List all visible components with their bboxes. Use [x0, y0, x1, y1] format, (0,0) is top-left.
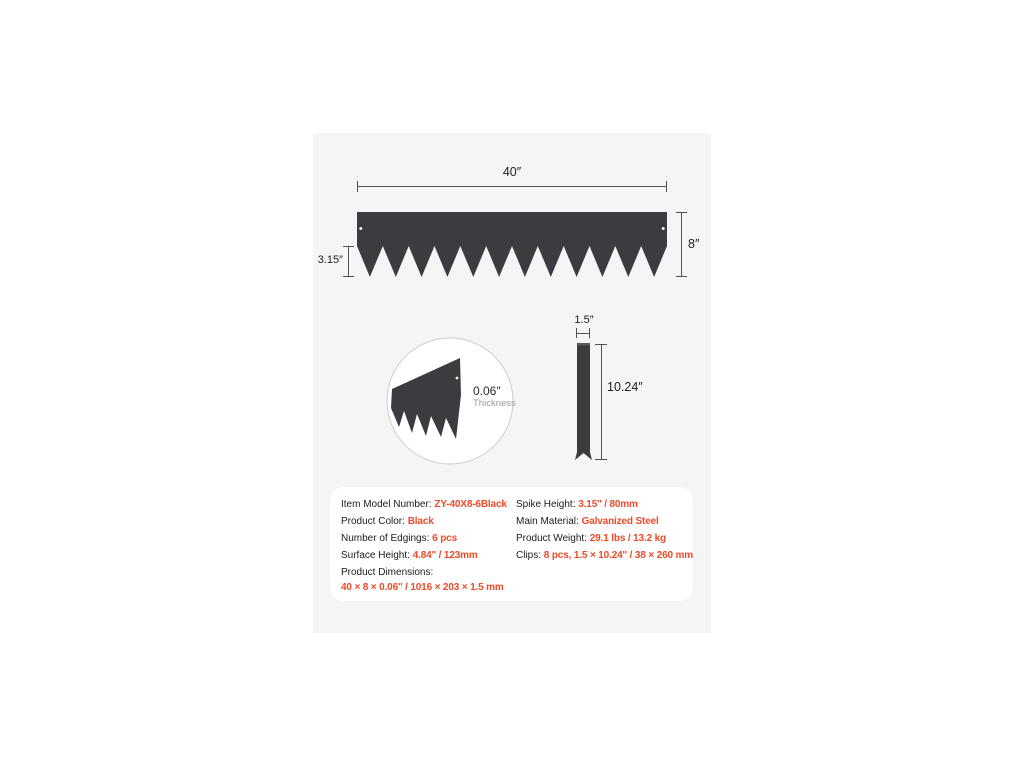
- spec-row-item-model: [341, 496, 507, 513]
- thickness-caption-label: Thickness: [473, 398, 516, 409]
- spec-value: 3.15'' / 80mm: [578, 499, 638, 510]
- edging-panel-shape: [357, 212, 667, 277]
- spec-row-product-dimensions-label: [341, 564, 507, 581]
- spec-row-spike-height: [516, 496, 693, 513]
- spec-label: Product Dimensions:: [341, 567, 434, 578]
- spec-panel: [330, 487, 693, 601]
- spec-value: 6 pcs: [432, 533, 457, 544]
- front-height-dimension-line: [681, 212, 682, 277]
- spec-row-clips: [516, 547, 693, 564]
- spec-label: Item Model Number:: [341, 499, 435, 510]
- clip-height-dimension-line: [601, 344, 602, 460]
- spec-row-product-weight: [516, 530, 693, 547]
- mounting-hole-icon: [456, 377, 459, 380]
- dimension-tick: [589, 328, 590, 338]
- spec-value: Galvanized Steel: [581, 516, 659, 527]
- spec-label: Product Color:: [341, 516, 408, 527]
- clip-width-dimension-line: [576, 333, 590, 334]
- dimension-tick: [357, 181, 358, 192]
- dimension-tick: [343, 276, 354, 277]
- front-width-dimension-line: [357, 186, 667, 187]
- dimension-tick: [676, 212, 687, 213]
- spec-column-right: [516, 496, 693, 564]
- edging-panel-front-view: [357, 212, 667, 277]
- front-width-label: 40″: [502, 165, 522, 179]
- spec-row-main-material: [516, 513, 693, 530]
- clip-side-view: [575, 343, 593, 461]
- spec-value: 4.84'' / 123mm: [412, 550, 478, 561]
- clip-width-label: 1.5″: [574, 314, 594, 326]
- front-height-label: 8″: [688, 237, 700, 251]
- spec-row-product-color: [341, 513, 507, 530]
- mounting-hole-icon: [359, 227, 362, 230]
- clip-height-label: 10.24″: [607, 380, 643, 394]
- spec-row-number-of-edgings: [341, 530, 507, 547]
- spec-label: Number of Edgings:: [341, 533, 433, 544]
- dimension-tick: [595, 459, 607, 460]
- spec-label: Spike Height:: [516, 499, 579, 510]
- spec-value: 29.1 lbs / 13.2 kg: [589, 533, 666, 544]
- spec-value: Black: [407, 516, 434, 527]
- spec-value: 8 pcs, 1.5 × 10.24'' / 38 × 260 mm: [543, 550, 694, 561]
- clip-shape: [575, 343, 592, 460]
- thickness-value-label: 0.06″: [473, 384, 501, 398]
- dimension-tick: [576, 328, 577, 338]
- dimension-tick: [595, 344, 607, 345]
- spec-label: Product Weight:: [516, 533, 590, 544]
- dimension-tick: [676, 276, 687, 277]
- spec-label: Surface Height:: [341, 550, 413, 561]
- spec-value: ZY-40X8-6Black: [434, 499, 507, 510]
- clip-top-edge: [577, 343, 590, 346]
- spec-label: Clips:: [516, 550, 544, 561]
- dimension-tick: [343, 246, 354, 247]
- spike-height-label: 3.15″: [317, 254, 343, 266]
- spec-label: Main Material:: [516, 516, 582, 527]
- mounting-hole-icon: [662, 227, 665, 230]
- spike-height-dimension-line: [348, 246, 349, 277]
- spec-column-left: [341, 496, 507, 594]
- spec-row-product-dimensions-value: [341, 581, 507, 594]
- dimension-tick: [666, 181, 667, 192]
- spec-value: 40 × 8 × 0.06'' / 1016 × 203 × 1.5 mm: [341, 582, 504, 593]
- spec-row-surface-height: [341, 547, 507, 564]
